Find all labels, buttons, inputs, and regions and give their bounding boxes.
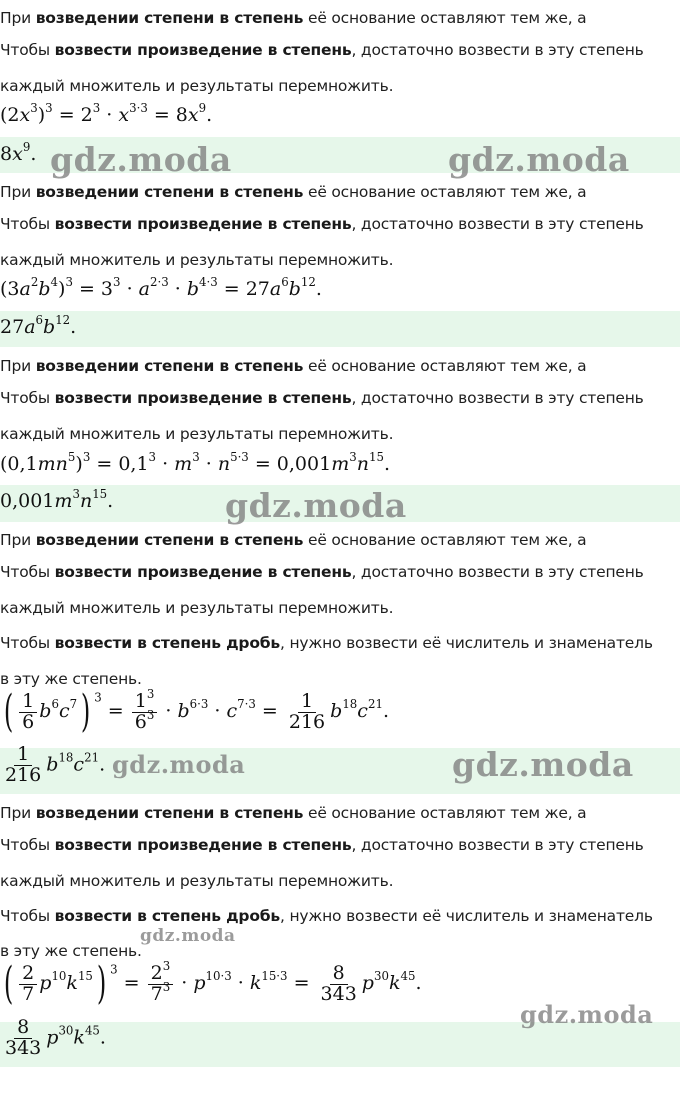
rule-power-of-power: При возведении степени в степень её основание оставляют тем же, а: [0, 357, 587, 375]
answer-band: [0, 311, 680, 347]
rule-power-of-product: Чтобы возвести произведение в степень, достаточно возвести в эту степень: [0, 215, 644, 233]
rule-power-of-power: При возведении степени в степень её основание оставляют тем же, а: [0, 9, 587, 27]
rule-power-of-power: При возведении степени в степень её основание оставляют тем же, а: [0, 531, 587, 549]
rule-multiply-factors: каждый множитель и результаты перемножить.: [0, 77, 394, 95]
rule-multiply-factors: каждый множитель и результаты перемножить.: [0, 872, 394, 890]
rule-power-of-power: При возведении степени в степень её основание оставляют тем же, а: [0, 183, 587, 201]
rule-multiply-factors: каждый множитель и результаты перемножить.: [0, 599, 394, 617]
equation: ( $\frac{1}{6}$ $b^6c^7$) $^3$ = $\frac{1^3}{6^3}$ · $b^{6\cdot 3} \cdot c^{7\cdot 3}$ = $\frac{1}{216}$ $b^{18}c^{21}$.: [3, 686, 389, 737]
watermark: gdz.moda: [50, 140, 232, 179]
rule-power-of-product: Чтобы возвести произведение в степень, достаточно возвести в эту степень: [0, 836, 644, 854]
watermark: gdz.moda: [520, 1000, 654, 1029]
rule-multiply-factors: каждый множитель и результаты перемножить.: [0, 251, 394, 269]
watermark: gdz.moda: [140, 926, 236, 946]
rule-power-of-product: Чтобы возвести произведение в степень, достаточно возвести в эту степень: [0, 41, 644, 59]
answer: $0,001m^3n^{15}$.: [0, 487, 114, 512]
rule-multiply-factors: каждый множитель и результаты перемножить.: [0, 425, 394, 443]
rule-power-of-product: Чтобы возвести произведение в степень, достаточно возвести в эту степень: [0, 563, 644, 581]
watermark: gdz.moda: [112, 750, 246, 779]
rule-power-of-product: Чтобы возвести произведение в степень, достаточно возвести в эту степень: [0, 389, 644, 407]
watermark: gdz.moda: [225, 486, 407, 525]
answer: $\frac{8}{343}$ $p^{30}k^{45}$.: [5, 1016, 106, 1059]
watermark: gdz.moda: [448, 140, 630, 179]
rule-same-power: в эту же степень.: [0, 670, 142, 688]
rule-power-of-fraction: Чтобы возвести в степень дробь, нужно возвести её числитель и знаменатель: [0, 907, 653, 925]
equation: $(0,1mn^5)^3 = 0,1^3 \cdot m^3 \cdot n^{5\cdot 3} = 0,001m^3n^{15}$.: [0, 450, 391, 475]
rule-power-of-fraction: Чтобы возвести в степень дробь, нужно возвести её числитель и знаменатель: [0, 634, 653, 652]
watermark: gdz.moda: [452, 745, 634, 784]
answer: $\frac{1}{216}$ $b^{18}c^{21}$.: [5, 743, 106, 786]
answer: $8x^9$.: [0, 140, 37, 165]
answer: $27a^6b^{12}$.: [0, 313, 77, 338]
rule-same-power: в эту же степень.: [0, 942, 142, 960]
rule-power-of-power: При возведении степени в степень её основание оставляют тем же, а: [0, 804, 587, 822]
equation: $(2x^3)^3 = 2^3 \cdot x^{3\cdot 3} = 8x^9$.: [0, 101, 213, 126]
equation: $(3a^2b^4)^3 = 3^3 \cdot a^{2\cdot 3} \cdot b^{4\cdot 3} = 27a^6b^{12}$.: [0, 275, 322, 300]
equation: ( $\frac{2}{7}$ $p^{10}k^{15}$) $^3$ = $\frac{2^3}{7^3}$ · $p^{10\cdot 3} \cdot k^{15\cdot 3}$ = $\frac{8}{343}$ $p^{30}k^{45}$.: [3, 958, 422, 1009]
